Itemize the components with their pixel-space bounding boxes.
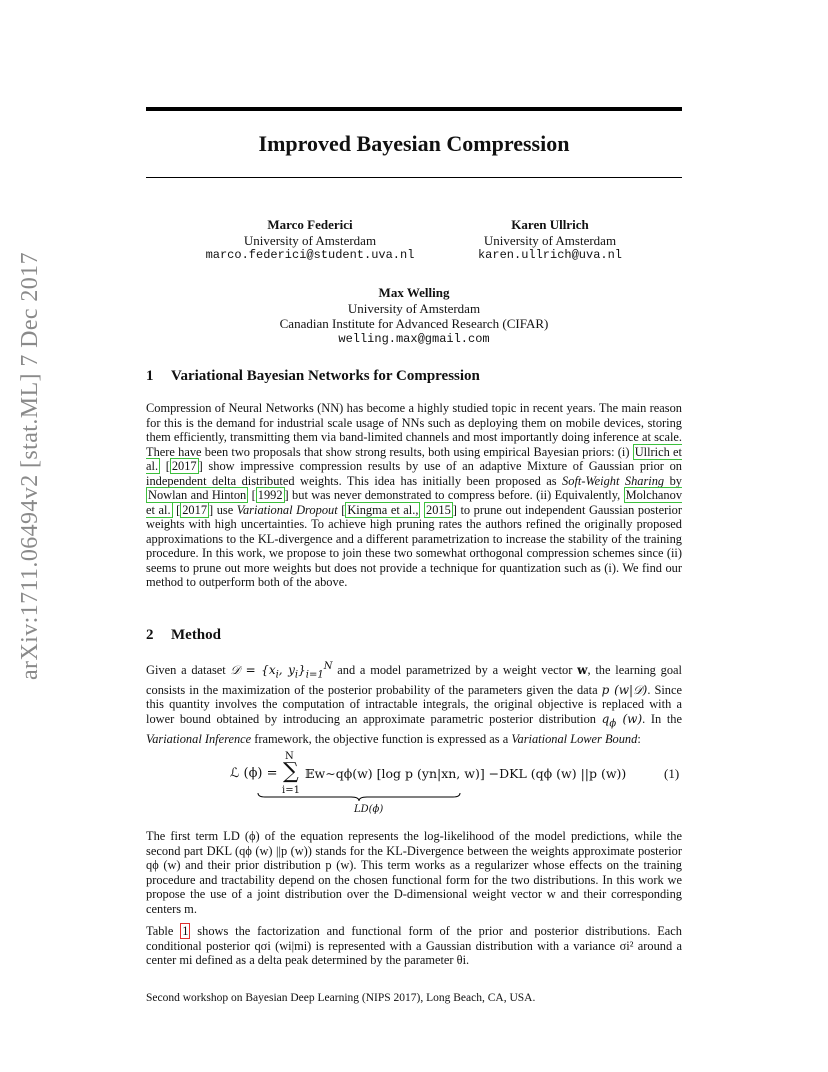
equation-sum-top: N <box>285 751 294 762</box>
author-email: welling.max@gmail.com <box>338 331 490 346</box>
author-email: marco.federici@student.uva.nl <box>205 248 415 262</box>
section-1-heading <box>146 368 480 385</box>
citation-link[interactable]: 2017 <box>171 459 197 473</box>
author-block-1 <box>200 217 420 264</box>
citation-link[interactable]: Nowlan and Hinton <box>148 488 247 502</box>
author-affiliation: University of Amsterdam <box>243 232 377 248</box>
section-number: 1 <box>146 368 154 384</box>
venue-footnote: Second workshop on Bayesian Deep Learning (NIPS 2017), Long Beach, CA, USA. <box>146 992 536 1004</box>
section-title: Variational Bayesian Networks for Compression <box>171 368 480 384</box>
citation-link[interactable]: 1992 <box>257 488 283 502</box>
equation-sum-bottom: i=1 <box>282 785 300 796</box>
underbrace <box>257 792 461 802</box>
author-block-3 <box>250 285 578 347</box>
table-reference-link[interactable]: 1 <box>182 924 189 938</box>
title-bottom-rule <box>146 177 682 178</box>
citation-link[interactable]: Kingma et al., <box>347 502 419 517</box>
author-affiliation: University of Amsterdam <box>483 232 617 248</box>
section-number: 2 <box>146 627 154 643</box>
author-block-2 <box>460 217 640 264</box>
citation-link[interactable]: Molchanov et al. <box>146 488 683 517</box>
section-2-paragraph-1: Given a dataset 𝒟 = {$x_i$, $y_i\}_{i=1}^N$ and a model parametrized by a weight vector w, the learning goal consists in the maximization of the posterior probability of the parameters given the data p (w|𝒟). Since this quantity involves the computation of intractable integrals, the original objective is replaced with a lower bound obtained by introducing an approximate parametric posterior distribution $q_\phi$ (w). In the Variational Inference framework, the objective function is expressed as a Variational Lower Bound: <box>146 661 682 746</box>
section-title: Method <box>171 627 221 643</box>
author-affiliation-2: Canadian Institute for Advanced Research (CIFAR) <box>279 316 549 331</box>
author-name: Karen Ullrich <box>511 217 589 232</box>
title-top-rule <box>146 107 682 111</box>
section-2-paragraph-3: Table 1 shows the factorization and functional form of the prior and posterior distributions. Each conditional posterior qσi (wi|mi) is represented with a Gaussian distribution with a variance σi² around a center mi defined as a delta peak determined by the parameter θi. <box>146 924 682 967</box>
author-email: karen.ullrich@uva.nl <box>477 248 623 262</box>
equation-sum-symbol: ∑ <box>283 759 299 784</box>
author-affiliation: University of Amsterdam <box>347 300 481 316</box>
underbrace-label: LD(ϕ) <box>354 804 384 815</box>
citation-link[interactable]: 2017 <box>182 502 208 517</box>
equation-lhs: ℒ (ϕ) = <box>230 766 278 781</box>
equation-number: (1) <box>664 766 680 781</box>
paper-title: Improved Bayesian Compression <box>258 131 570 156</box>
author-name: Marco Federici <box>267 217 353 232</box>
equation-body: 𝔼w∼qϕ(w) [log p (yn|xn, w)] −DKL (qϕ (w) ||p (w)) <box>305 766 627 781</box>
citation-link[interactable]: Ullrich et al. <box>146 444 682 473</box>
section-1-paragraph: Compression of Neural Networks (NN) has become a highly studied topic in recent years. The main reason for this is the demand for industrial scale usage of NNs such as deploying them on mobile devices, storing them efficiently, transmitting them via band-limited channels and most importantly doing inference at scale. There have been two proposals that show strong results, both using empirical Bayesian priors: (i) Ullrich et al. [ 2017 ] show impressive compression results by use of an adaptive Mixture of Gaussian prior on independent delta distributed weights. This idea has initially been proposed as Soft-Weight Sharing by Nowlan and Hinton [ 1992 ] but was never demonstrated to compress before. (ii) Equivalently, Molchanov et al. [ 2017 ] use Variational Dropout [ Kingma et al., 2015 ] to prune out independent Gaussian posterior weights with high uncertainties. To achieve high pruning rates the authors refined the originally proposed approximations to the KL-divergence and a different parametrization to increase the stability of the training procedure. In this work, we propose to join these two somewhat orthogonal compression schemes since (ii) seems to prune out more weights but does not provide a technique for quantization such as (i). We find our method to outperform both of the above. <box>146 401 683 589</box>
author-name: Max Welling <box>378 285 450 300</box>
arxiv-identifier: arXiv:1711.06494v2 [stat.ML] 7 Dec 2017 <box>17 252 43 680</box>
section-2-heading <box>146 627 221 644</box>
citation-link[interactable]: 2015 <box>426 502 451 517</box>
section-2-paragraph-2: The first term LD (ϕ) of the equation represents the log-likelihood of the model predictions, while the second part DKL (qϕ (w) ||p (w)) stands for the KL-Divergence between the weights approximate posterior qϕ (w) and their prior distribution p (w). This term works as a regularizer whose effects on the training procedure and tractability depend on the chosen functional form for the two distributions. In this work we propose the use of a joint distribution over the D-dimensional weight vector w and their corresponding centers m. <box>146 829 682 916</box>
